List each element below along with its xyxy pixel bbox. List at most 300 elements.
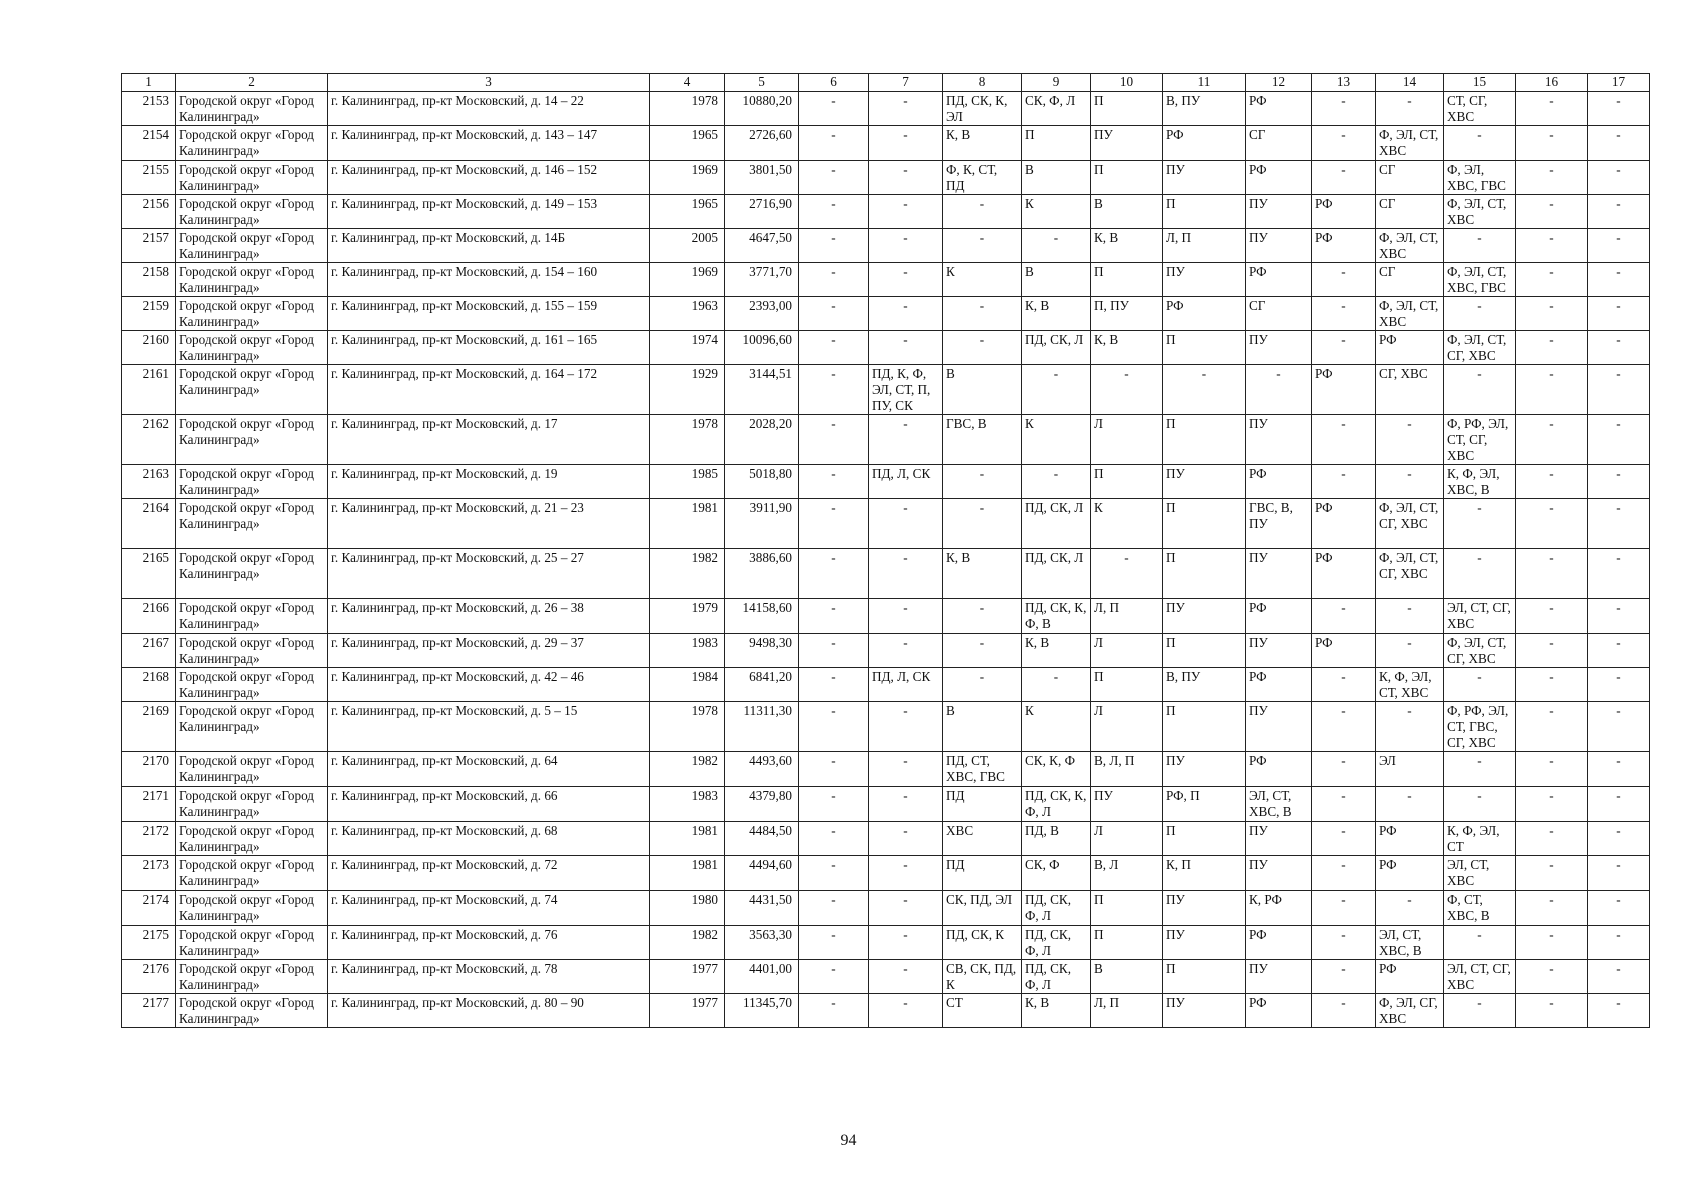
table-cell: - bbox=[1516, 365, 1588, 415]
table-cell: П bbox=[1163, 499, 1246, 549]
table-cell: Л bbox=[1091, 702, 1163, 752]
table-cell: - bbox=[1312, 960, 1376, 994]
table-cell: 2157 bbox=[122, 229, 176, 263]
table-cell: - bbox=[1588, 229, 1650, 263]
table-cell: - bbox=[869, 297, 943, 331]
table-cell: ПД, СК, К, ЭЛ bbox=[943, 92, 1022, 126]
table-row bbox=[122, 668, 1650, 702]
table-cell: 2153 bbox=[122, 92, 176, 126]
table-cell: 1982 bbox=[650, 926, 725, 960]
table-cell: - bbox=[943, 229, 1022, 263]
table-cell: - bbox=[869, 126, 943, 161]
column-header: 1 bbox=[122, 74, 176, 92]
table-cell: СК, К, Ф bbox=[1022, 752, 1091, 787]
table-cell: Городской округ «Город Калининград» bbox=[176, 331, 328, 365]
table-cell: РФ bbox=[1312, 195, 1376, 229]
table-cell: ПУ bbox=[1246, 331, 1312, 365]
table-cell: г. Калининград, пр-кт Московский, д. 164 – 172 bbox=[328, 365, 650, 415]
table-cell: г. Калининград, пр-кт Московский, д. 17 bbox=[328, 415, 650, 465]
table-cell: - bbox=[1516, 856, 1588, 891]
table-cell: РФ bbox=[1246, 599, 1312, 634]
table-cell: Л bbox=[1091, 822, 1163, 856]
table-cell: - bbox=[869, 331, 943, 365]
table-cell: - bbox=[1516, 263, 1588, 297]
table-cell: - bbox=[1163, 365, 1246, 415]
table-cell: - bbox=[1312, 415, 1376, 465]
table-body bbox=[122, 74, 1650, 1028]
table-cell: ЭЛ, СТ, ХВС bbox=[1444, 856, 1516, 891]
table-cell: Городской округ «Город Калининград» bbox=[176, 787, 328, 822]
table-cell: - bbox=[1444, 499, 1516, 549]
table-cell: Ф, ЭЛ, СТ, ХВС bbox=[1376, 229, 1444, 263]
table-cell: Городской округ «Город Калининград» bbox=[176, 126, 328, 161]
table-cell: г. Калининград, пр-кт Московский, д. 25 – 27 bbox=[328, 549, 650, 599]
table-row bbox=[122, 465, 1650, 499]
table-cell: - bbox=[1312, 668, 1376, 702]
table-cell: РФ bbox=[1376, 822, 1444, 856]
table-cell: 2726,60 bbox=[725, 126, 799, 161]
table-cell: - bbox=[943, 634, 1022, 668]
table-cell: - bbox=[1588, 994, 1650, 1028]
table-cell: Городской округ «Город Калининград» bbox=[176, 92, 328, 126]
table-row bbox=[122, 297, 1650, 331]
table-cell: ПУ bbox=[1246, 415, 1312, 465]
table-cell: - bbox=[799, 126, 869, 161]
table-cell: 2161 bbox=[122, 365, 176, 415]
housing-register-table bbox=[121, 73, 1650, 1028]
table-cell: Городской округ «Город Калининград» bbox=[176, 415, 328, 465]
table-cell: - bbox=[1588, 549, 1650, 599]
table-cell: 2393,00 bbox=[725, 297, 799, 331]
table-row bbox=[122, 499, 1650, 549]
table-row bbox=[122, 994, 1650, 1028]
table-cell: - bbox=[799, 549, 869, 599]
table-cell: 4493,60 bbox=[725, 752, 799, 787]
table-cell: Городской округ «Город Калининград» bbox=[176, 297, 328, 331]
table-cell: Городской округ «Город Калининград» bbox=[176, 926, 328, 960]
table-cell: г. Калининград, пр-кт Московский, д. 14Б bbox=[328, 229, 650, 263]
table-cell: - bbox=[869, 263, 943, 297]
table-cell: - bbox=[1312, 752, 1376, 787]
table-cell: ЭЛ, СТ, СГ, ХВС bbox=[1444, 960, 1516, 994]
table-row bbox=[122, 549, 1650, 599]
table-cell: 1984 bbox=[650, 668, 725, 702]
table-cell: - bbox=[869, 599, 943, 634]
table-cell: К, В bbox=[1022, 297, 1091, 331]
table-cell: 9498,30 bbox=[725, 634, 799, 668]
table-row bbox=[122, 195, 1650, 229]
table-cell: П bbox=[1091, 926, 1163, 960]
table-cell: г. Калининград, пр-кт Московский, д. 72 bbox=[328, 856, 650, 891]
table-cell: - bbox=[1312, 822, 1376, 856]
table-cell: - bbox=[943, 599, 1022, 634]
table-cell: ПД, Л, СК bbox=[869, 465, 943, 499]
table-cell: - bbox=[1516, 994, 1588, 1028]
table-cell: Ф, К, СТ, ПД bbox=[943, 161, 1022, 195]
table-cell: 2174 bbox=[122, 891, 176, 926]
table-row bbox=[122, 926, 1650, 960]
table-row bbox=[122, 92, 1650, 126]
table-cell: - bbox=[1444, 752, 1516, 787]
column-header: 11 bbox=[1163, 74, 1246, 92]
table-cell: 1981 bbox=[650, 499, 725, 549]
table-cell: РФ bbox=[1246, 752, 1312, 787]
table-cell: - bbox=[869, 634, 943, 668]
table-cell: ПУ bbox=[1163, 752, 1246, 787]
table-cell: СГ bbox=[1376, 195, 1444, 229]
table-cell: Городской округ «Город Калининград» bbox=[176, 994, 328, 1028]
table-cell: ПУ bbox=[1246, 549, 1312, 599]
table-cell: Ф, ЭЛ, СТ, ХВС bbox=[1376, 297, 1444, 331]
table-cell: СТ, СГ, ХВС bbox=[1444, 92, 1516, 126]
table-cell: - bbox=[1588, 856, 1650, 891]
table-cell: Городской округ «Город Калининград» bbox=[176, 822, 328, 856]
table-cell: Городской округ «Город Калининград» bbox=[176, 891, 328, 926]
column-header: 6 bbox=[799, 74, 869, 92]
table-cell: РФ bbox=[1246, 465, 1312, 499]
table-cell: Л, П bbox=[1163, 229, 1246, 263]
table-cell: - bbox=[799, 195, 869, 229]
table-cell: 5018,80 bbox=[725, 465, 799, 499]
column-header: 10 bbox=[1091, 74, 1163, 92]
table-cell: Городской округ «Город Калининград» bbox=[176, 263, 328, 297]
table-row bbox=[122, 161, 1650, 195]
table-cell: ПД bbox=[943, 856, 1022, 891]
table-cell: - bbox=[799, 331, 869, 365]
table-cell: г. Калининград, пр-кт Московский, д. 14 – 22 bbox=[328, 92, 650, 126]
table-cell: - bbox=[1376, 891, 1444, 926]
table-cell: 10880,20 bbox=[725, 92, 799, 126]
table-cell: - bbox=[1312, 331, 1376, 365]
table-cell: - bbox=[1376, 92, 1444, 126]
table-cell: - bbox=[1091, 365, 1163, 415]
table-cell: РФ bbox=[1312, 549, 1376, 599]
table-cell: РФ bbox=[1246, 926, 1312, 960]
table-cell: 1983 bbox=[650, 634, 725, 668]
table-cell: - bbox=[1022, 229, 1091, 263]
table-cell: Ф, ЭЛ, ХВС, ГВС bbox=[1444, 161, 1516, 195]
table-cell: - bbox=[1516, 634, 1588, 668]
table-cell: - bbox=[1376, 415, 1444, 465]
table-cell: - bbox=[869, 415, 943, 465]
table-cell: ПУ bbox=[1091, 787, 1163, 822]
table-row bbox=[122, 856, 1650, 891]
table-cell: - bbox=[1376, 634, 1444, 668]
table-cell: ПД, В bbox=[1022, 822, 1091, 856]
table-cell: П bbox=[1091, 92, 1163, 126]
table-cell: - bbox=[1516, 161, 1588, 195]
table-cell: РФ bbox=[1312, 634, 1376, 668]
table-cell: - bbox=[1588, 499, 1650, 549]
table-cell: 1982 bbox=[650, 752, 725, 787]
table-cell: 10096,60 bbox=[725, 331, 799, 365]
table-cell: - bbox=[1588, 263, 1650, 297]
table-cell: П bbox=[1091, 891, 1163, 926]
table-cell: - bbox=[1376, 465, 1444, 499]
table-cell: К, В bbox=[943, 549, 1022, 599]
table-cell: РФ bbox=[1246, 92, 1312, 126]
table-cell: - bbox=[1588, 92, 1650, 126]
table-cell: - bbox=[799, 415, 869, 465]
table-cell: ПД, К, Ф, ЭЛ, СТ, П, ПУ, СК bbox=[869, 365, 943, 415]
table-cell: - bbox=[1588, 891, 1650, 926]
table-cell: - bbox=[799, 702, 869, 752]
table-cell: - bbox=[1444, 926, 1516, 960]
table-cell: - bbox=[1516, 926, 1588, 960]
table-cell: 2162 bbox=[122, 415, 176, 465]
table-cell: - bbox=[799, 787, 869, 822]
table-cell: - bbox=[1312, 994, 1376, 1028]
table-cell: г. Калининград, пр-кт Московский, д. 68 bbox=[328, 822, 650, 856]
page-number: 94 bbox=[840, 1132, 857, 1149]
table-cell: - bbox=[1516, 415, 1588, 465]
table-cell: - bbox=[943, 331, 1022, 365]
table-cell: 2165 bbox=[122, 549, 176, 599]
table-cell: - bbox=[1022, 365, 1091, 415]
table-cell: - bbox=[1312, 126, 1376, 161]
table-cell: - bbox=[1516, 499, 1588, 549]
table-cell: 1978 bbox=[650, 702, 725, 752]
table-cell: 3886,60 bbox=[725, 549, 799, 599]
table-row bbox=[122, 415, 1650, 465]
table-cell: г. Калининград, пр-кт Московский, д. 5 – 15 bbox=[328, 702, 650, 752]
table-cell: РФ bbox=[1163, 126, 1246, 161]
table-cell: г. Калининград, пр-кт Московский, д. 66 bbox=[328, 787, 650, 822]
table-cell: г. Калининград, пр-кт Московский, д. 80 – 90 bbox=[328, 994, 650, 1028]
table-row bbox=[122, 229, 1650, 263]
table-cell: 2716,90 bbox=[725, 195, 799, 229]
table-cell: - bbox=[1516, 195, 1588, 229]
table-cell: 3801,50 bbox=[725, 161, 799, 195]
table-cell: - bbox=[943, 465, 1022, 499]
table-cell: Л bbox=[1091, 634, 1163, 668]
table-cell: ГВС, В bbox=[943, 415, 1022, 465]
table-cell: г. Калининград, пр-кт Московский, д. 155 – 159 bbox=[328, 297, 650, 331]
column-header: 8 bbox=[943, 74, 1022, 92]
table-cell: - bbox=[869, 822, 943, 856]
table-cell: Ф, ЭЛ, СТ, СГ, ХВС bbox=[1444, 331, 1516, 365]
table-cell: - bbox=[1516, 599, 1588, 634]
table-cell: - bbox=[869, 499, 943, 549]
table-cell: К bbox=[1022, 415, 1091, 465]
table-cell: 2166 bbox=[122, 599, 176, 634]
table-cell: В, Л, П bbox=[1091, 752, 1163, 787]
table-cell: Городской округ «Город Калининград» bbox=[176, 960, 328, 994]
table-cell: - bbox=[1516, 891, 1588, 926]
table-cell: К bbox=[1022, 195, 1091, 229]
table-cell: г. Калининград, пр-кт Московский, д. 149 – 153 bbox=[328, 195, 650, 229]
table-cell: СК, Ф bbox=[1022, 856, 1091, 891]
table-cell: ПУ bbox=[1163, 891, 1246, 926]
table-cell: Ф, ЭЛ, СТ, СГ, ХВС bbox=[1376, 549, 1444, 599]
table-cell: В bbox=[1022, 263, 1091, 297]
table-cell: г. Калининград, пр-кт Московский, д. 161 – 165 bbox=[328, 331, 650, 365]
table-cell: Ф, ЭЛ, СТ, ХВС bbox=[1444, 195, 1516, 229]
table-cell: РФ bbox=[1376, 856, 1444, 891]
table-cell: 11311,30 bbox=[725, 702, 799, 752]
table-cell: ПУ bbox=[1163, 263, 1246, 297]
table-cell: - bbox=[1312, 465, 1376, 499]
table-cell: ГВС, В, ПУ bbox=[1246, 499, 1312, 549]
table-row bbox=[122, 599, 1650, 634]
table-cell: К bbox=[1091, 499, 1163, 549]
table-cell: - bbox=[1312, 856, 1376, 891]
table-cell: ЭЛ, СТ, ХВС, В bbox=[1246, 787, 1312, 822]
table-cell: Городской округ «Город Калининград» bbox=[176, 465, 328, 499]
table-cell: 14158,60 bbox=[725, 599, 799, 634]
table-cell: 3771,70 bbox=[725, 263, 799, 297]
table-cell: 2169 bbox=[122, 702, 176, 752]
table-cell: Городской округ «Город Калининград» bbox=[176, 229, 328, 263]
table-cell: 1963 bbox=[650, 297, 725, 331]
table-cell: - bbox=[799, 465, 869, 499]
table-cell: Л, П bbox=[1091, 994, 1163, 1028]
table-cell: - bbox=[1091, 549, 1163, 599]
table-cell: ПУ bbox=[1163, 161, 1246, 195]
table-cell: ХВС bbox=[943, 822, 1022, 856]
table-cell: К, В bbox=[1091, 229, 1163, 263]
table-cell: - bbox=[869, 195, 943, 229]
table-cell: 1965 bbox=[650, 195, 725, 229]
table-cell: К, Ф, ЭЛ, ХВС, В bbox=[1444, 465, 1516, 499]
table-cell: - bbox=[1376, 702, 1444, 752]
table-cell: П bbox=[1163, 415, 1246, 465]
table-cell: В bbox=[943, 702, 1022, 752]
table-cell: 2160 bbox=[122, 331, 176, 365]
table-cell: Ф, СТ, ХВС, В bbox=[1444, 891, 1516, 926]
table-cell: - bbox=[1516, 822, 1588, 856]
table-cell: 1982 bbox=[650, 549, 725, 599]
table-cell: 1981 bbox=[650, 856, 725, 891]
table-cell: 3144,51 bbox=[725, 365, 799, 415]
table-cell: - bbox=[1444, 126, 1516, 161]
table-cell: г. Калининград, пр-кт Московский, д. 76 bbox=[328, 926, 650, 960]
table-cell: - bbox=[799, 297, 869, 331]
table-cell: Ф, ЭЛ, СТ, ХВС bbox=[1376, 126, 1444, 161]
table-cell: РФ bbox=[1376, 331, 1444, 365]
table-cell: - bbox=[799, 891, 869, 926]
table-cell: 2170 bbox=[122, 752, 176, 787]
table-cell: г. Калининград, пр-кт Московский, д. 74 bbox=[328, 891, 650, 926]
table-cell: П bbox=[1091, 263, 1163, 297]
table-cell: ЭЛ, СТ, ХВС, В bbox=[1376, 926, 1444, 960]
table-cell: - bbox=[1444, 365, 1516, 415]
column-header: 7 bbox=[869, 74, 943, 92]
table-cell: СК, ПД, ЭЛ bbox=[943, 891, 1022, 926]
table-cell: - bbox=[943, 668, 1022, 702]
table-cell: СГ, ХВС bbox=[1376, 365, 1444, 415]
table-cell: - bbox=[869, 960, 943, 994]
table-cell: Ф, РФ, ЭЛ, СТ, ГВС, СГ, ХВС bbox=[1444, 702, 1516, 752]
table-cell: Городской округ «Город Калининград» bbox=[176, 752, 328, 787]
table-cell: П bbox=[1163, 822, 1246, 856]
column-header: 9 bbox=[1022, 74, 1091, 92]
table-cell: Ф, ЭЛ, СГ, ХВС bbox=[1376, 994, 1444, 1028]
table-cell: - bbox=[1312, 297, 1376, 331]
table-cell: К bbox=[1022, 702, 1091, 752]
table-cell: РФ bbox=[1246, 263, 1312, 297]
table-cell: - bbox=[1022, 668, 1091, 702]
table-row bbox=[122, 365, 1650, 415]
table-row bbox=[122, 891, 1650, 926]
table-cell: ЭЛ bbox=[1376, 752, 1444, 787]
table-row bbox=[122, 126, 1650, 161]
table-cell: - bbox=[799, 856, 869, 891]
table-cell: ПД, СК, Ф, Л bbox=[1022, 960, 1091, 994]
table-cell: - bbox=[799, 365, 869, 415]
table-cell: ПД, Л, СК bbox=[869, 668, 943, 702]
table-cell: 4494,60 bbox=[725, 856, 799, 891]
table-cell: - bbox=[943, 195, 1022, 229]
table-cell: К, П bbox=[1163, 856, 1246, 891]
table-cell: ПД, СК, К bbox=[943, 926, 1022, 960]
table-cell: 2163 bbox=[122, 465, 176, 499]
table-cell: - bbox=[1516, 668, 1588, 702]
table-cell: 11345,70 bbox=[725, 994, 799, 1028]
table-cell: ПУ bbox=[1246, 702, 1312, 752]
table-cell: СГ bbox=[1246, 297, 1312, 331]
table-cell: - bbox=[1312, 926, 1376, 960]
table-row bbox=[122, 702, 1650, 752]
table-cell: - bbox=[869, 92, 943, 126]
table-cell: - bbox=[1516, 549, 1588, 599]
column-header: 12 bbox=[1246, 74, 1312, 92]
table-cell: - bbox=[1516, 297, 1588, 331]
table-cell: 3563,30 bbox=[725, 926, 799, 960]
table-cell: - bbox=[799, 92, 869, 126]
table-cell: 2172 bbox=[122, 822, 176, 856]
table-cell: - bbox=[1444, 787, 1516, 822]
table-cell: ПУ bbox=[1246, 822, 1312, 856]
table-cell: РФ bbox=[1312, 499, 1376, 549]
table-cell: - bbox=[1588, 599, 1650, 634]
table-cell: К bbox=[943, 263, 1022, 297]
table-cell: П bbox=[1091, 161, 1163, 195]
table-cell: - bbox=[1588, 634, 1650, 668]
table-cell: - bbox=[943, 499, 1022, 549]
table-cell: 2173 bbox=[122, 856, 176, 891]
table-cell: 1969 bbox=[650, 161, 725, 195]
table-cell: В bbox=[1091, 195, 1163, 229]
column-header: 4 bbox=[650, 74, 725, 92]
table-cell: ПУ bbox=[1246, 195, 1312, 229]
table-cell: 2005 bbox=[650, 229, 725, 263]
table-cell: К, Ф, ЭЛ, СТ bbox=[1444, 822, 1516, 856]
table-cell: - bbox=[1444, 668, 1516, 702]
table-cell: 1969 bbox=[650, 263, 725, 297]
table-row bbox=[122, 822, 1650, 856]
table-cell: СК, Ф, Л bbox=[1022, 92, 1091, 126]
table-cell: РФ bbox=[1312, 365, 1376, 415]
table-cell: - bbox=[1516, 752, 1588, 787]
table-cell: - bbox=[1588, 822, 1650, 856]
table-cell: ПУ bbox=[1246, 960, 1312, 994]
table-cell: - bbox=[1588, 926, 1650, 960]
table-cell: Ф, РФ, ЭЛ, СТ, СГ, ХВС bbox=[1444, 415, 1516, 465]
table-cell: - bbox=[1516, 702, 1588, 752]
table-cell: В, ПУ bbox=[1163, 668, 1246, 702]
table-cell: - bbox=[869, 926, 943, 960]
table-cell: 2176 bbox=[122, 960, 176, 994]
column-header: 16 bbox=[1516, 74, 1588, 92]
table-cell: ПД, СК, К, Ф, Л bbox=[1022, 787, 1091, 822]
table-cell: Ф, ЭЛ, СТ, СГ, ХВС bbox=[1444, 634, 1516, 668]
table-cell: ПД, СТ, ХВС, ГВС bbox=[943, 752, 1022, 787]
table-cell: - bbox=[1312, 161, 1376, 195]
table-cell: ПУ bbox=[1163, 926, 1246, 960]
table-cell: - bbox=[799, 599, 869, 634]
table-cell: - bbox=[1588, 752, 1650, 787]
